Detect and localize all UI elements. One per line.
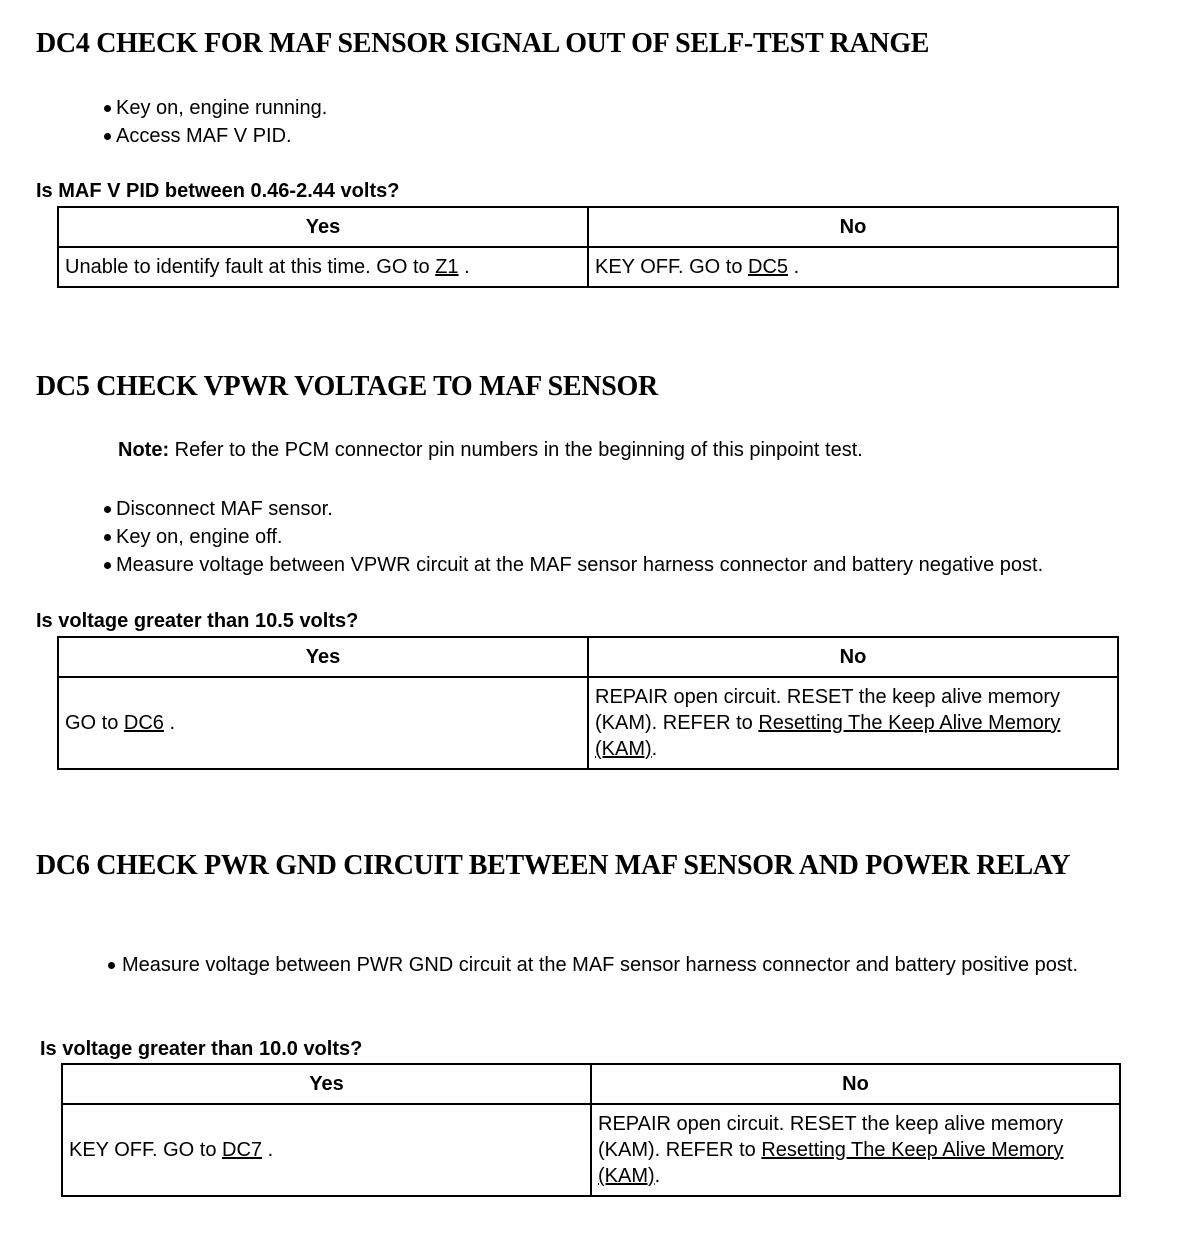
yes-header: Yes (58, 207, 588, 247)
yes-cell: KEY OFF. GO to DC7 . (62, 1104, 591, 1196)
section-title: DC4 CHECK FOR MAF SENSOR SIGNAL OUT OF SELF-TEST RANGE (36, 28, 930, 59)
step-item: Key on, engine off. (104, 523, 1043, 551)
bullet-icon (104, 562, 111, 569)
yes-cell: Unable to identify fault at this time. GO to Z1 . (58, 247, 588, 287)
yes-no-table (61, 1063, 1121, 1197)
bullet-icon (104, 506, 111, 513)
no-header: No (588, 637, 1118, 677)
yes-no-table (57, 206, 1119, 288)
step-item: Key on, engine running. (104, 94, 327, 122)
bullet-icon (108, 962, 115, 969)
link-dc7[interactable]: DC7 (222, 1139, 263, 1161)
link-dc6[interactable]: DC6 (123, 712, 164, 734)
question: Is voltage greater than 10.0 volts? (40, 1038, 363, 1060)
step-list (104, 94, 327, 150)
bullet-icon (104, 133, 111, 140)
step-item: Measure voltage between PWR GND circuit at the MAF sensor harness connector and battery positive post. (108, 951, 1158, 979)
bullet-icon (104, 105, 111, 112)
link-resetting-kam[interactable]: Resetting The Keep Alive Memory (KAM) (598, 1139, 1064, 1187)
no-header: No (588, 207, 1118, 247)
note: Note: Refer to the PCM connector pin numbers in the beginning of this pinpoint test. (118, 439, 863, 461)
no-cell: KEY OFF. GO to DC5 . (588, 247, 1118, 287)
link-z1[interactable]: Z1 (435, 256, 459, 278)
note-label: Note: (118, 439, 170, 461)
step-item: Access MAF V PID. (104, 122, 327, 150)
yes-no-table (57, 636, 1119, 770)
step-list (104, 495, 1043, 579)
yes-header: Yes (58, 637, 588, 677)
no-cell: REPAIR open circuit. RESET the keep alive memory (KAM). REFER to Resetting The Keep Alive Memory (KAM). (591, 1104, 1120, 1196)
no-header: No (591, 1064, 1120, 1104)
section-title: DC6 CHECK PWR GND CIRCUIT BETWEEN MAF SENSOR AND POWER RELAY (36, 850, 1071, 881)
step-item: Disconnect MAF sensor. (104, 495, 1043, 523)
question: Is MAF V PID between 0.46-2.44 volts? (36, 180, 400, 202)
link-resetting-kam[interactable]: Resetting The Keep Alive Memory (KAM) (595, 712, 1061, 760)
question: Is voltage greater than 10.5 volts? (36, 610, 359, 632)
bullet-icon (104, 534, 111, 541)
link-dc5[interactable]: DC5 (748, 256, 789, 278)
section-title: DC5 CHECK VPWR VOLTAGE TO MAF SENSOR (36, 371, 658, 402)
step-list (108, 951, 1158, 979)
no-cell: REPAIR open circuit. RESET the keep alive memory (KAM). REFER to Resetting The Keep Alive Memory (KAM). (588, 677, 1118, 769)
yes-header: Yes (62, 1064, 591, 1104)
step-item: Measure voltage between VPWR circuit at the MAF sensor harness connector and battery negative post. (104, 551, 1043, 579)
yes-cell: GO to DC6 . (58, 677, 588, 769)
